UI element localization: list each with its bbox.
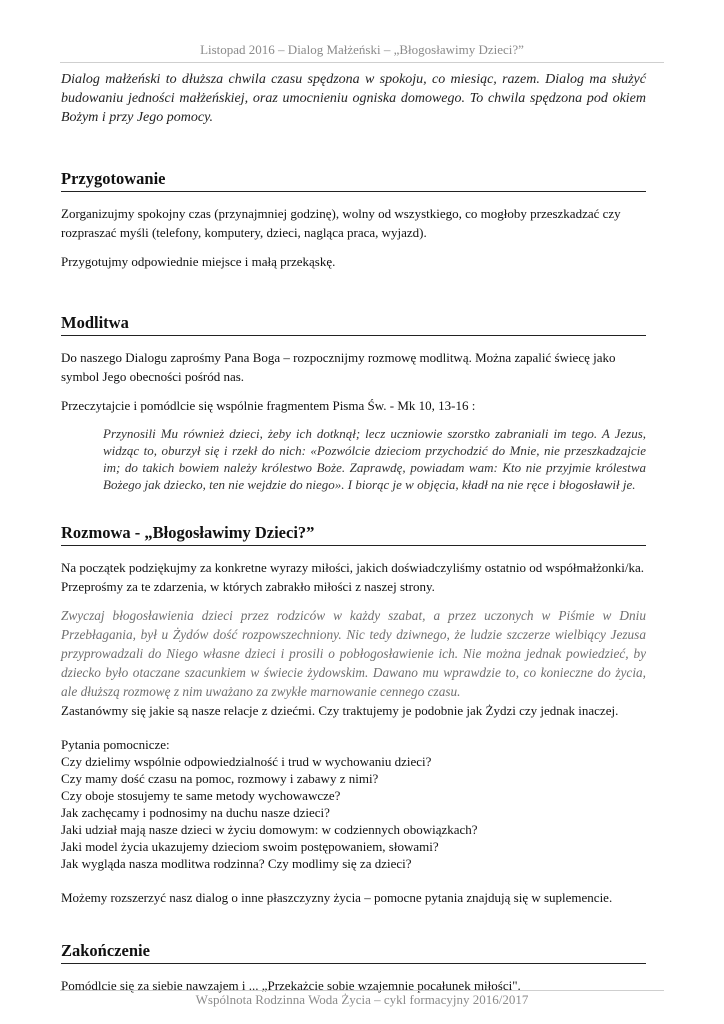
intro-paragraph: Dialog małżeński to dłuższa chwila czasu spędzona w spokoju, co miesiąc, razem. Dialog ma służyć budowaniu jedności małżeńskiej, oraz umocnieniu ogniska domowego. To chwila spędzona pod okiem Bożym i przy Jego pomocy. xyxy=(61,72,646,125)
section-zakonczenie xyxy=(61,941,646,995)
rozmowa-paragraph-1: Na początek podziękujmy za konkretne wyrazy miłości, jakich doświadczyliśmy ostatnio od współmałżonki/ka. Przeprośmy za te zdarzenia, w których zabrakło miłości z naszej strony. xyxy=(61,560,645,594)
zakonczenie-paragraph: Pomódlcie się za siebie nawzajem i ... „Przekażcie sobie wzajemnie pocałunek miłości". xyxy=(61,978,521,993)
commentary-paragraph: Zwyczaj błogosławienia dzieci przez rodziców w każdy szabat, a przez uczonych w Piśmie w Dniu Przebłagania, był u Żydów dość rozpowszechniony. Nic tedy dziwnego, że ludzie szczerze wielbiący Jezusa przyprowadzali do Niego własne dzieci i prosili o pobłogosławienie ich. Nie można jednak powiedzieć, by dziecko było otaczane szacunkiem w świecie żydowskim. Dawano mu wprawdzie to, co konieczne do życia, ale dłuższą rozmowę z nim uważano za zwykłe marnowanie cennego czasu. xyxy=(61,608,646,699)
rozmowa-paragraph-2: Zastanówmy się jakie są nasze relacje z dziećmi. Czy traktujemy je podobnie jak Żydzi czy jednak inaczej. xyxy=(61,703,619,718)
list-item: Jak wygląda nasza modlitwa rodzinna? Czy modlimy się za dzieci? xyxy=(61,856,412,871)
rozmowa-paragraph-3: Możemy rozszerzyć nasz dialog o inne płaszczyzny życia – pomocne pytania znajdują się w suplemencie. xyxy=(61,890,613,905)
header-divider xyxy=(60,62,664,63)
modlitwa-paragraph-2: Przeczytajcie i pomódlcie się wspólnie fragmentem Pisma Św. - Mk 10, 13-16 : xyxy=(61,398,476,413)
section-przygotowanie xyxy=(61,169,646,271)
przygotowanie-paragraph-1: Zorganizujmy spokojny czas (przynajmniej godzinę), wolny od wszystkiego, co mogłoby przeszkadzać czy rozpraszać myśli (telefony, komputery, dzieci, nagląca praca, wyjazd). xyxy=(61,206,621,240)
page-footer: Wspólnota Rodzinna Woda Życia – cykl formacyjny 2016/2017 xyxy=(195,992,529,1007)
list-item: Jaki udział mają nasze dzieci w życiu domowym: w codziennych obowiązkach? xyxy=(61,822,478,837)
questions-list xyxy=(61,753,646,872)
przygotowanie-paragraph-2: Przygotujmy odpowiednie miejsce i małą przekąskę. xyxy=(61,254,336,269)
page-header: Listopad 2016 – Dialog Małżeński – „Błogosławimy Dzieci?” xyxy=(200,42,524,57)
document-body xyxy=(61,70,646,1005)
list-item: Czy dzielimy wspólnie odpowiedzialność i trud w wychowaniu dzieci? xyxy=(61,754,432,769)
section-title-rozmowa: Rozmowa - „Błogosławimy Dzieci?” xyxy=(61,523,646,546)
section-modlitwa xyxy=(61,313,646,493)
list-item: Czy oboje stosujemy te same metody wychowawcze? xyxy=(61,788,341,803)
section-title-modlitwa: Modlitwa xyxy=(61,313,646,336)
footer-divider xyxy=(60,990,664,991)
modlitwa-paragraph-1: Do naszego Dialogu zaprośmy Pana Boga – rozpocznijmy rozmowę modlitwą. Można zapalić świecę jako symbol Jego obecności pośród nas. xyxy=(61,350,616,384)
section-title-zakonczenie: Zakończenie xyxy=(61,941,646,964)
section-title-przygotowanie: Przygotowanie xyxy=(61,169,646,192)
list-item: Czy mamy dość czasu na pomoc, rozmowy i zabawy z nimi? xyxy=(61,771,379,786)
list-item: Jaki model życia ukazujemy dzieciom swoim postępowaniem, słowami? xyxy=(61,839,439,854)
scripture-quote: Przynosili Mu również dzieci, żeby ich dotknął; lecz uczniowie szorstko zabraniali im tego. A Jezus, widząc to, oburzył się i rzekł do nich: «Pozwólcie dzieciom przychodzić do Mnie, nie przeszkadzajcie im; do takich bowiem należy królestwo Boże. Zaprawdę, powiadam wam: Kto nie przyjmie królestwa Bożego jak dziecko, ten nie wejdzie do niego». I biorąc je w objęcia, kładł na nie ręce i błogosławił je. xyxy=(103,426,646,492)
list-item: Jak zachęcamy i podnosimy na duchu nasze dzieci? xyxy=(61,805,330,820)
section-rozmowa xyxy=(61,523,646,907)
questions-label: Pytania pomocnicze: xyxy=(61,737,170,752)
